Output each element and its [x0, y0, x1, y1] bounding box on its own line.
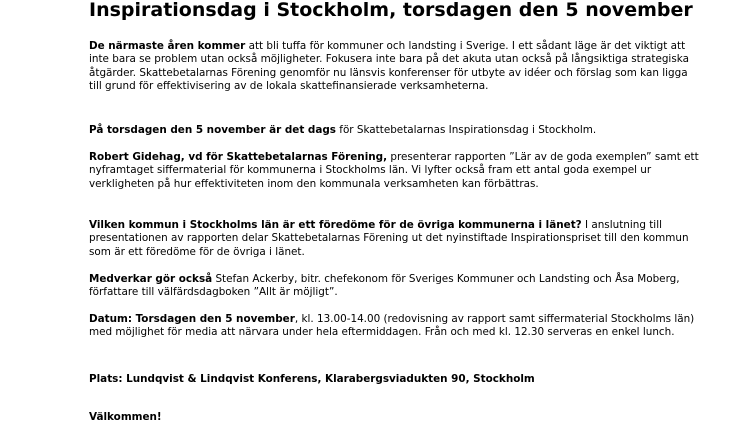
- paragraph-participants: [89, 273, 699, 300]
- paragraph-lead: Välkommen!: [89, 411, 162, 423]
- paragraph-body: presenterar rapporten ”Lär av de goda exemplen” samt ett nyframtaget siffermaterial för kommunerna i Stockholms län. Vi lyfter också fram ett antal goda exempel ur verkligheten på hur effektiviteten inom den kommunala verksamheten kan förbättras.: [89, 151, 699, 190]
- paragraph-venue: [89, 373, 699, 386]
- paragraph-welcome: [89, 411, 699, 424]
- paragraph-schedule: [89, 313, 699, 340]
- document-title: Inspirationsdag i Stockholm, torsdagen den 5 november: [89, 0, 693, 21]
- paragraph-lead: De närmaste åren kommer: [89, 40, 246, 52]
- paragraph-body: för Skattebetalarnas Inspirationsdag i Stockholm.: [335, 124, 597, 136]
- paragraph-lead: Datum: Torsdagen den 5 november: [89, 313, 295, 325]
- paragraph-date-announcement: [89, 124, 699, 137]
- paragraph-body: Stefan Ackerby, bitr. chefekonom för Sveriges Kommuner och Landsting och Åsa Moberg, författare till välfärdsdagboken ”Allt är möjligt”.: [89, 273, 680, 299]
- paragraph-lead: Plats: Lundqvist & Lindqvist Konferens, Klarabergsviadukten 90, Stockholm: [89, 373, 535, 385]
- paragraph-lead: Medverkar gör också: [89, 273, 213, 285]
- paragraph-lead: Robert Gidehag, vd för Skattebetalarnas Förening,: [89, 151, 388, 163]
- paragraph-body: I anslutning till presentationen av rapporten delar Skattebetalarnas Förening ut det nyinstiftade Inspirationspriset till den kommun som är ett föredöme för de övriga i länet.: [89, 219, 689, 258]
- paragraph-lead: Vilken kommun i Stockholms län är ett föredöme för de övriga kommunerna i länet?: [89, 219, 582, 231]
- paragraph-body: att bli tuffa för kommuner och landsting i Sverige. I ett sådant läge är det viktigt att inte bara se problem utan också möjligheter. Fokusera inte bara på det akuta utan också på långsiktiga strategiska åtgärder. Skattebetalarnas Förening genomför nu länsvis konferenser för utbyte av idéer och förslag som kan ligga till grund för effektivisering av de lokala skattefinansierade verksamheterna.: [89, 40, 689, 93]
- paragraph-lead: På torsdagen den 5 november är det dags: [89, 124, 336, 136]
- paragraph-prize: [89, 219, 699, 259]
- paragraph-intro: [89, 40, 699, 94]
- paragraph-body: , kl. 13.00-14.00 (redovisning av rapport samt siffermaterial Stockholms län) med möjlighet för media att närvara under hela eftermiddagen. Från och med kl. 12.30 serveras en enkel lunch.: [89, 313, 695, 339]
- paragraph-speaker: [89, 151, 699, 191]
